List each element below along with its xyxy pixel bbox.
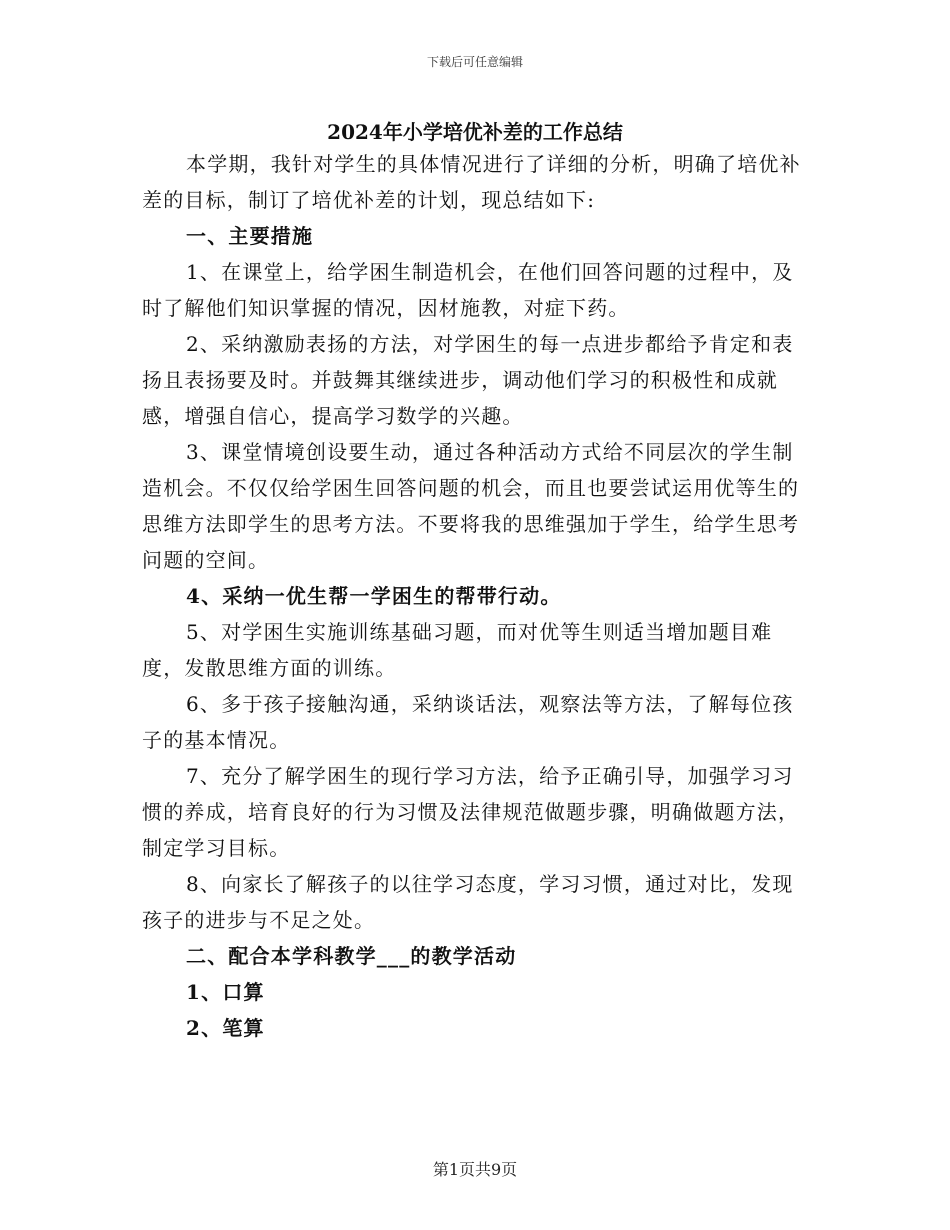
- section-heading-teaching-activities: 二、配合本学科教学___的教学活动: [186, 944, 517, 968]
- section-heading-main-measures: 一、主要措施: [186, 224, 314, 248]
- paragraph-item-5: 5、对学困生实施训练基础习题，而对优等生则适当增加题目难度，发散思维方面的训练。: [142, 620, 773, 680]
- paragraph-item-8: 8、向家长了解孩子的以往学习态度，学习习惯，通过对比，发现孩子的进步与不足之处。: [142, 872, 794, 932]
- paragraph-item-4: 4、采纳一优生帮一学困生的帮带行动。: [186, 584, 562, 608]
- paragraph-item-3: 3、课堂情境创设要生动，通过各种活动方式给不同层次的学生制造机会。不仅仅给学困生回答问题的机会，而且也要尝试运用优等生的思维方法即学生的思考方法。不要将我的思维强加于学生，给学生思考问题的空间。: [142, 440, 800, 572]
- paragraph-intro: 本学期，我针对学生的具体情况进行了详细的分析，明确了培优补差的目标，制订了培优补差的计划，现总结如下:: [142, 152, 801, 212]
- paragraph-item-7: 7、充分了解学困生的现行学习方法，给予正确引导，加强学习习惯的养成，培育良好的行为习惯及法律规范做题步骤，明确做题方法，制定学习目标。: [142, 764, 800, 860]
- header-note: 下载后可任意编辑: [426, 55, 523, 69]
- sub-heading-mental-arithmetic: 1、口算: [186, 980, 265, 1004]
- paragraph-item-6: 6、多于孩子接触沟通，采纳谈话法，观察法等方法，了解每位孩子的基本情况。: [142, 692, 794, 752]
- paragraph-item-2: 2、采纳激励表扬的方法，对学困生的每一点进步都给予肯定和表扬且表扬要及时。并鼓舞其继续进步，调动他们学习的积极性和成就感，增强自信心，提高学习数学的兴趣。: [142, 332, 794, 428]
- document-title: 2024年小学培优补差的工作总结: [327, 120, 623, 144]
- paragraph-item-1: 1、在课堂上，给学困生制造机会，在他们回答问题的过程中，及时了解他们知识掌握的情况，因材施教，对症下药。: [142, 260, 794, 320]
- page-number: 第1页共9页: [432, 1160, 518, 1179]
- sub-heading-written-arithmetic: 2、笔算: [186, 1016, 265, 1040]
- document-body: [142, 146, 814, 1046]
